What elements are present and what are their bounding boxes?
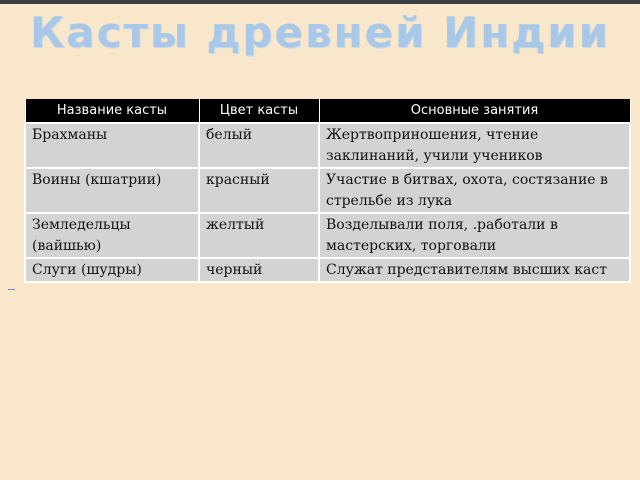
- table-row: [25, 213, 630, 258]
- cell-occupation: Возделывали поля, .работали в мастерских, торговали: [319, 213, 630, 258]
- header-caste-name: Название касты: [25, 99, 199, 123]
- table-header-row: [25, 99, 630, 123]
- top-border-bar: [0, 0, 640, 4]
- cell-caste-color: черный: [199, 258, 319, 282]
- cell-caste-color: желтый: [199, 213, 319, 258]
- slide-title: Касты древней Индии: [29, 8, 611, 57]
- table-row: [25, 123, 630, 168]
- header-main-occupations: Основные занятия: [319, 99, 630, 123]
- cell-caste-name: Слуги (шудры): [25, 258, 199, 282]
- cell-caste-name: Воины (кшатрии): [25, 168, 199, 213]
- table-row: [25, 258, 630, 282]
- header-caste-color: Цвет касты: [199, 99, 319, 123]
- cell-caste-name: Земледельцы (вайшью): [25, 213, 199, 258]
- cell-caste-color: белый: [199, 123, 319, 168]
- cell-caste-name: Брахманы: [25, 123, 199, 168]
- table-row: [25, 168, 630, 213]
- cell-occupation: Жертвоприношения, чтение заклинаний, учили учеников: [319, 123, 630, 168]
- cell-caste-color: красный: [199, 168, 319, 213]
- dash-mark: [8, 289, 15, 290]
- cell-occupation: Служат представителям высших каст: [319, 258, 630, 282]
- castes-table: [24, 99, 631, 283]
- cell-occupation: Участие в битвах, охота, состязание в стрельбе из лука: [319, 168, 630, 213]
